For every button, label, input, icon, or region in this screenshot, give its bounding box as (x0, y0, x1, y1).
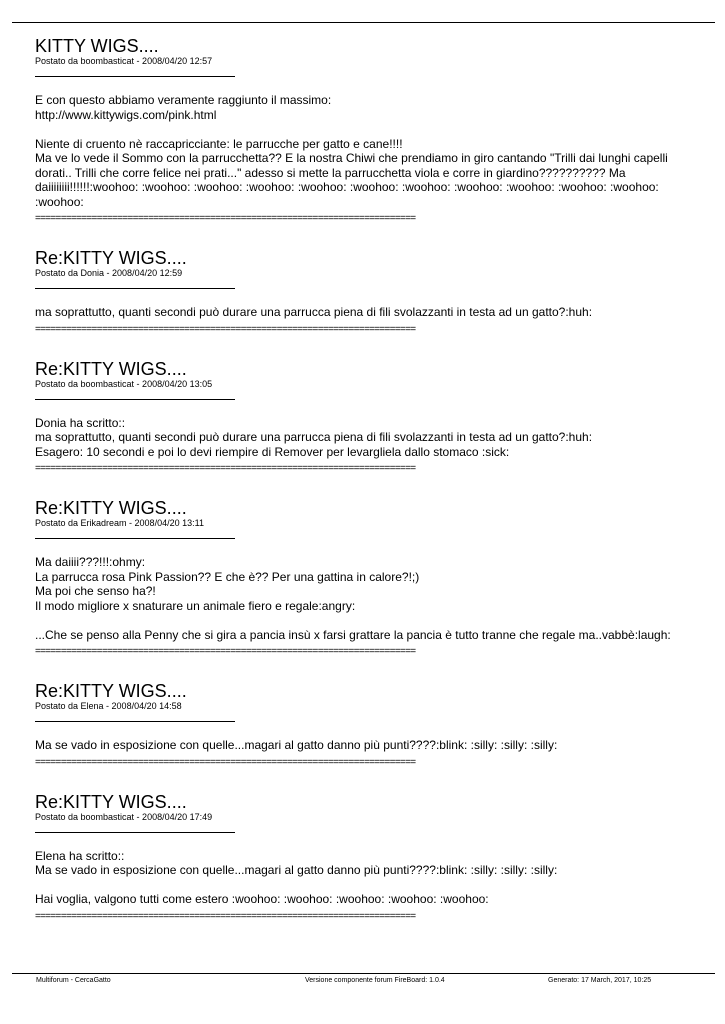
post-meta: Postato da boombasticat - 2008/04/20 17:49 (35, 811, 213, 822)
post-line (35, 878, 705, 893)
post-line: Ma poi che senso ha?! (35, 584, 156, 598)
post-title: Re:KITTY WIGS.... (35, 791, 187, 812)
post-meta: Postato da boombasticat - 2008/04/20 13:05 (35, 378, 213, 389)
meta-rule (35, 538, 235, 539)
meta-rule (35, 288, 235, 289)
post-body (35, 849, 705, 907)
post-title: KITTY WIGS.... (35, 36, 159, 56)
meta-rule (35, 76, 235, 77)
post-body (35, 305, 705, 320)
post-title: Re:KITTY WIGS.... (35, 248, 187, 268)
footer-site-name: Multiforum - CercaGatto (36, 977, 111, 984)
post-line: dorati.. Trilli che corre felice nei prati..." adesso si mette la parrucchetta viola e corre in giardino?????????? Ma (35, 165, 626, 180)
header-rule (12, 22, 715, 23)
post-body (35, 555, 705, 642)
post-meta: Postato da Erikadream - 2008/04/20 13:11 (35, 518, 204, 528)
forum-post (35, 36, 705, 225)
post-separator: ========================================================================== (35, 910, 416, 922)
post-separator: ========================================================================== (35, 323, 416, 335)
post-line: La parrucca rosa Pink Passion?? E che è?? Per una gattina in calore?!;) (35, 569, 420, 584)
post-line (35, 122, 705, 137)
forum-post (35, 359, 705, 476)
post-separator: ========================================================================== (35, 756, 416, 768)
forum-post (35, 681, 705, 769)
post-link[interactable]: http://www.kittywigs.com/pink.html (35, 107, 217, 122)
post-line: Ma se vado in esposizione con quelle...magari al gatto danno più punti????:blink: :silly: :silly: :silly: (35, 863, 558, 877)
post-line: Niente di cruento nè raccapricciante: le parrucche per gatto e cane!!!! (35, 136, 403, 151)
post-line: Elena ha scritto:: (35, 848, 125, 863)
post-title: Re:KITTY WIGS.... (35, 358, 187, 379)
post-line: Ma daiiii???!!!:ohmy: (35, 555, 146, 569)
post-line: :woohoo: (35, 194, 84, 209)
post-line (35, 613, 705, 628)
footer-rule (12, 973, 715, 974)
post-title: Re:KITTY WIGS.... (35, 681, 187, 701)
post-line: Esagero: 10 secondi e poi lo devi riempire di Remover per levargliela dallo stomaco :sick: (35, 444, 510, 459)
footer-version: Versione componente forum FireBoard: 1.0.4 (305, 977, 445, 984)
forum-post (35, 498, 705, 658)
meta-rule (35, 721, 235, 722)
post-line: ma soprattutto, quanti secondi può durare una parrucca piena di fili svolazzanti in testa ad un gatto?:huh: (35, 430, 593, 444)
post-meta: Postato da Donia - 2008/04/20 12:59 (35, 268, 183, 278)
post-line: daiiiiiiii!!!!!!:woohoo: :woohoo: :woohoo: :woohoo: :woohoo: :woohoo: :woohoo: :woohoo: :woohoo: :woohoo: :woohoo: (35, 180, 659, 194)
post-meta: Postato da boombasticat - 2008/04/20 12:57 (35, 56, 213, 66)
post-meta: Postato da Elena - 2008/04/20 14:58 (35, 701, 182, 711)
thread-content (35, 36, 705, 923)
post-title: Re:KITTY WIGS.... (35, 498, 187, 518)
footer-generated-date: Generato: 17 March, 2017, 10:25 (548, 977, 652, 984)
post-line: Ma se vado in esposizione con quelle...magari al gatto danno più punti????:blink: :silly: :silly: :silly: (35, 738, 558, 752)
post-separator: ========================================================================== (35, 646, 416, 657)
post-line: ...Che se penso alla Penny che si gira a pancia insù x farsi grattare la pancia è tutto tranne che regale ma..vabbè:laugh: (35, 627, 671, 642)
meta-rule (35, 832, 235, 833)
forum-post (35, 248, 705, 336)
post-line: Hai voglia, valgono tutti come estero :woohoo: :woohoo: :woohoo: :woohoo: :woohoo: (35, 892, 489, 906)
post-line: Ma ve lo vede il Sommo con la parrucchetta?? E la nostra Chiwi che prendiamo in giro cantando "Trilli dai lunghi capelli (35, 151, 668, 165)
post-line: E con questo abbiamo veramente raggiunto il massimo: (35, 93, 332, 107)
post-body (35, 93, 705, 209)
post-body (35, 738, 705, 753)
post-line: ma soprattutto, quanti secondi può durare una parrucca piena di fili svolazzanti in testa ad un gatto?:huh: (35, 305, 593, 319)
post-separator: ========================================================================== (35, 463, 416, 474)
post-body (35, 416, 705, 460)
forum-post (35, 792, 705, 923)
meta-rule (35, 399, 235, 400)
post-line: Donia ha scritto:: (35, 415, 126, 430)
post-separator: ========================================================================== (35, 213, 416, 224)
post-line: Il modo migliore x snaturare un animale fiero e regale:angry: (35, 598, 356, 613)
